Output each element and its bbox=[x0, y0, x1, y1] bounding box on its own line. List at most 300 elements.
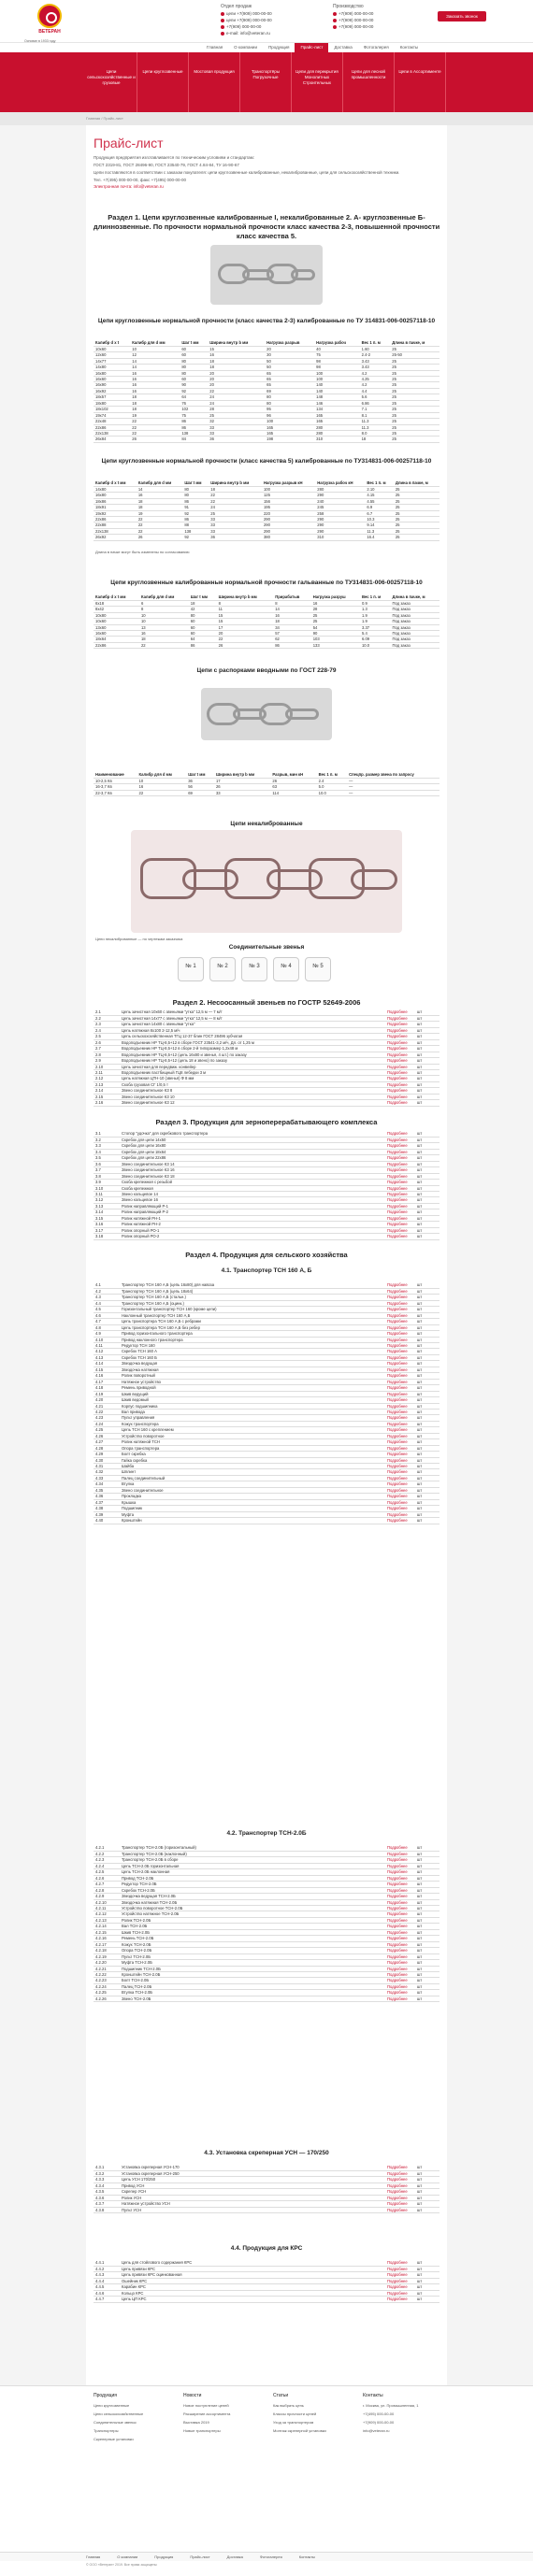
details-link[interactable]: Подробнее bbox=[385, 1391, 415, 1396]
details-link[interactable]: Подробнее bbox=[385, 1941, 415, 1947]
details-link[interactable]: Подробнее bbox=[385, 1034, 415, 1039]
price-row-unit: шт bbox=[415, 1094, 439, 1099]
phone-icon bbox=[333, 25, 337, 29]
details-link[interactable]: Подробнее bbox=[385, 2260, 415, 2266]
footer-link[interactable]: Новые транспортеры bbox=[183, 2428, 221, 2434]
price-row-name: Привод ТСН-2.0Б bbox=[120, 1875, 385, 1881]
footer-nav-item[interactable]: Продукция bbox=[154, 2555, 174, 2559]
price-row-number: 4.11 bbox=[94, 1342, 120, 1348]
price-row-name: Звено соединительное КЗ 18 bbox=[120, 1173, 385, 1179]
details-link[interactable]: Подробнее bbox=[385, 1882, 415, 1887]
details-link[interactable]: Подробнее bbox=[385, 2290, 415, 2296]
price-row-number: 4.2.16 bbox=[94, 1936, 120, 1941]
table-cell: 148 bbox=[314, 394, 359, 400]
table-row bbox=[94, 790, 439, 795]
table-row bbox=[94, 436, 439, 442]
sales-line[interactable]: цепи +7(909) 000-00-00 bbox=[221, 18, 272, 23]
price-row-unit: шт bbox=[415, 1494, 439, 1499]
nav-item[interactable]: Фотогалерея bbox=[363, 45, 389, 50]
category-item[interactable]: Цепи сельскохозяйственные и грузовые bbox=[86, 52, 137, 112]
details-link[interactable]: Подробнее bbox=[385, 1445, 415, 1451]
details-link[interactable]: Подробнее bbox=[385, 1966, 415, 1971]
details-link[interactable]: Подробнее bbox=[385, 1899, 415, 1905]
price-row-name: Втулка ТСН-2.0Б bbox=[120, 1990, 385, 1996]
details-link[interactable]: Подробнее bbox=[385, 1081, 415, 1087]
details-link[interactable]: Подробнее bbox=[385, 1499, 415, 1505]
price-row-number: 3.13 bbox=[94, 1203, 120, 1209]
column-header: Калибр d x t мм bbox=[94, 480, 137, 486]
details-link[interactable]: Подробнее bbox=[385, 1222, 415, 1227]
table-cell: 4.4 bbox=[360, 388, 391, 394]
nav-item[interactable]: Контакты bbox=[399, 45, 419, 50]
price-row-name: Звено кольцевое 14 bbox=[120, 1191, 385, 1196]
callback-button[interactable]: Заказать звонок bbox=[438, 11, 486, 21]
details-link[interactable]: Подробнее bbox=[385, 1167, 415, 1173]
table-cell: 98 bbox=[314, 358, 359, 364]
details-link[interactable]: Подробнее bbox=[385, 2266, 415, 2271]
details-link[interactable]: Подробнее bbox=[385, 1481, 415, 1487]
table-cell: 10.0 bbox=[317, 790, 347, 795]
price-row-unit: шт bbox=[415, 2272, 439, 2278]
details-link[interactable]: Подробнее bbox=[385, 1983, 415, 1989]
details-link[interactable]: Подробнее bbox=[385, 1064, 415, 1069]
price-row-number: 4.3 bbox=[94, 1295, 120, 1300]
details-link[interactable]: Подробнее bbox=[385, 1457, 415, 1463]
details-link[interactable]: Подробнее bbox=[385, 1894, 415, 1899]
details-link[interactable]: Подробнее bbox=[385, 1094, 415, 1099]
price-row-unit: шт bbox=[415, 1076, 439, 1081]
table-cell: 18 bbox=[208, 365, 265, 370]
main-nav bbox=[0, 43, 533, 52]
table-cell: 64 bbox=[180, 394, 208, 400]
price-row-name: Опора транспортера bbox=[120, 1445, 385, 1451]
details-link[interactable]: Подробнее bbox=[385, 1215, 415, 1221]
footer-nav-item[interactable]: Фотогалерея bbox=[259, 2555, 282, 2559]
details-link[interactable]: Подробнее bbox=[385, 1137, 415, 1142]
details-link[interactable]: Подробнее bbox=[385, 1342, 415, 1348]
table-cell: 33 bbox=[209, 528, 262, 534]
price-row-unit: шт bbox=[415, 2260, 439, 2266]
stud-chain-image bbox=[201, 688, 332, 740]
phone-icon bbox=[221, 25, 224, 29]
details-link[interactable]: Подробнее bbox=[385, 1027, 415, 1033]
price-row-name: Шплинт bbox=[120, 1469, 385, 1475]
price-row-unit: шт bbox=[415, 2284, 439, 2290]
price-row-number: 3.7 bbox=[94, 1167, 120, 1173]
breadcrumb[interactable]: Главная / Прайс-лист bbox=[86, 116, 123, 121]
details-link[interactable]: Подробнее bbox=[385, 1155, 415, 1161]
nav-item[interactable]: Прайс-лист bbox=[295, 43, 328, 52]
details-link[interactable]: Подробнее bbox=[385, 1203, 415, 1209]
details-link[interactable]: Подробнее bbox=[385, 1409, 415, 1414]
table-cell: 8 bbox=[273, 600, 311, 606]
price-row-number: 2.9 bbox=[94, 1058, 120, 1064]
price-row-unit: шт bbox=[415, 1469, 439, 1475]
details-link[interactable]: Подробнее bbox=[385, 1069, 415, 1075]
table-cell: 198 bbox=[265, 436, 314, 442]
price-row-number: 3.3 bbox=[94, 1143, 120, 1149]
footer-link[interactable]: Как выбрать цепь bbox=[273, 2402, 304, 2408]
footer-link[interactable]: Транспортеры bbox=[94, 2428, 119, 2434]
price-row-unit: шт bbox=[415, 2189, 439, 2195]
price-row-number: 4.28 bbox=[94, 1445, 120, 1451]
category-item[interactable]: Цепи в Ассортименте bbox=[395, 52, 446, 112]
price-row-name: Цепь зачистная 10х60 с звеньями "утка" 12,5 м — 7 м/т bbox=[120, 1009, 385, 1015]
details-link[interactable]: Подробнее bbox=[385, 1324, 415, 1330]
section-42-title: 4.2. Транспортер ТСН-2.0Б bbox=[226, 1830, 307, 1837]
price-row-unit: шт bbox=[415, 1996, 439, 2001]
details-link[interactable]: Подробнее bbox=[385, 1367, 415, 1372]
price-row-name: Цепь натяжная 8х100 2-12,5 м/ч bbox=[120, 1027, 385, 1033]
price-row-unit: шт bbox=[415, 1941, 439, 1947]
category-item[interactable]: Цепи для перекрытия Монолитных Строительных bbox=[292, 52, 343, 112]
footer-link[interactable]: Цепи круглозвенные bbox=[94, 2402, 130, 2408]
details-link[interactable]: Подробнее bbox=[385, 1464, 415, 1469]
price-row-unit: шт bbox=[415, 1300, 439, 1306]
price-row-name: Звено соединительное bbox=[120, 1487, 385, 1493]
price-row-name: Вал привода bbox=[120, 1409, 385, 1414]
table-cell: 290 bbox=[315, 516, 365, 522]
details-link[interactable]: Подробнее bbox=[385, 1936, 415, 1941]
price-row-unit: шт bbox=[415, 1481, 439, 1487]
details-link[interactable]: Подробнее bbox=[385, 1143, 415, 1149]
details-link[interactable]: Подробнее bbox=[385, 1518, 415, 1524]
table-cell: 36 bbox=[208, 436, 265, 442]
footer-link[interactable]: Соединительные звенья bbox=[94, 2419, 137, 2425]
details-link[interactable]: Подробнее bbox=[385, 1397, 415, 1403]
details-link[interactable]: Подробнее bbox=[385, 1234, 415, 1239]
details-link[interactable]: Подробнее bbox=[385, 1990, 415, 1996]
price-row-unit: шт bbox=[415, 1924, 439, 1929]
details-link[interactable]: Подробнее bbox=[385, 1319, 415, 1324]
details-link[interactable]: Подробнее bbox=[385, 1971, 415, 1977]
footer-nav-item[interactable]: Прайс-лист bbox=[190, 2555, 210, 2559]
details-link[interactable]: Подробнее bbox=[385, 1312, 415, 1318]
details-link[interactable]: Подробнее bbox=[385, 1905, 415, 1911]
price-row bbox=[94, 1518, 439, 1524]
price-row-unit: шт bbox=[415, 1288, 439, 1294]
details-link[interactable]: Подробнее bbox=[385, 1022, 415, 1027]
table-cell: 86 bbox=[180, 419, 208, 424]
footer-nav-item[interactable]: Главная bbox=[86, 2555, 101, 2559]
table-cell: 258 bbox=[315, 510, 365, 516]
details-link[interactable]: Подробнее bbox=[385, 1100, 415, 1106]
details-link[interactable]: Подробнее bbox=[385, 1180, 415, 1185]
price-row-number: 4.34 bbox=[94, 1481, 120, 1487]
price-row-number: 4.2.4 bbox=[94, 1863, 120, 1868]
footer-link[interactable]: Расширение ассортимента bbox=[183, 2411, 231, 2416]
details-link[interactable]: Подробнее bbox=[385, 1929, 415, 1935]
table-cell: 1.9 bbox=[360, 612, 391, 618]
footer-link[interactable]: Классы прочности цепей bbox=[273, 2411, 317, 2416]
details-link[interactable]: Подробнее bbox=[385, 1863, 415, 1868]
category-item[interactable]: Цепи круглозвенные bbox=[137, 52, 189, 112]
footer-link[interactable]: info@veteran.ru bbox=[363, 2428, 390, 2434]
price-row-name: Ролик натяжной ТСН bbox=[120, 1439, 385, 1445]
details-link[interactable]: Подробнее bbox=[385, 1173, 415, 1179]
details-link[interactable]: Подробнее bbox=[385, 1385, 415, 1391]
details-link[interactable]: Подробнее bbox=[385, 1996, 415, 2001]
details-link[interactable]: Подробнее bbox=[385, 1354, 415, 1360]
details-link[interactable]: Подробнее bbox=[385, 1076, 415, 1081]
price-row-number: 4.2.5 bbox=[94, 1869, 120, 1875]
table-cell: 14 bbox=[130, 358, 180, 364]
details-link[interactable]: Подробнее bbox=[385, 1300, 415, 1306]
category-item[interactable]: Мостовая продукция bbox=[189, 52, 240, 112]
link-item bbox=[305, 957, 331, 981]
details-link[interactable]: Подробнее bbox=[385, 1869, 415, 1875]
column-header: Нагрузка разрыв bbox=[265, 340, 314, 346]
prod-line[interactable]: +7(909) 000-00-00 bbox=[333, 11, 373, 17]
details-link[interactable]: Подробнее bbox=[385, 1349, 415, 1354]
table-cell: 36 bbox=[186, 778, 214, 783]
table-cell: 80 bbox=[180, 370, 208, 376]
details-link[interactable]: Подробнее bbox=[385, 1845, 415, 1851]
details-link[interactable]: Подробнее bbox=[385, 1960, 415, 1966]
price-row-number: 4.18 bbox=[94, 1385, 120, 1391]
details-link[interactable]: Подробнее bbox=[385, 1924, 415, 1929]
price-row-unit: шт bbox=[415, 1015, 439, 1021]
table-cell: 63 bbox=[270, 784, 316, 790]
price-row-name: Вал ТСН-2.0Б bbox=[120, 1924, 385, 1929]
price-row-number: 2.12 bbox=[94, 1076, 120, 1081]
price-row-number: 4.2.11 bbox=[94, 1905, 120, 1911]
table-cell: 90 bbox=[311, 630, 360, 636]
details-link[interactable]: Подробнее bbox=[385, 1487, 415, 1493]
details-link[interactable]: Подробнее bbox=[385, 2201, 415, 2207]
details-link[interactable]: Подробнее bbox=[385, 2278, 415, 2283]
details-link[interactable]: Подробнее bbox=[385, 1851, 415, 1856]
table-cell: 25 bbox=[394, 510, 439, 516]
footer-nav-item[interactable]: Контакты bbox=[298, 2555, 316, 2559]
details-link[interactable]: Подробнее bbox=[385, 1953, 415, 1959]
price-row-name: Гайка скребка bbox=[120, 1457, 385, 1463]
footer-column bbox=[183, 2393, 230, 2437]
price-row-unit: шт bbox=[415, 1069, 439, 1075]
category-item[interactable]: Транспортёры Погрузочные bbox=[240, 52, 292, 112]
price-row-name: Звено соединительное КЗ 10 bbox=[120, 1094, 385, 1099]
price-row-unit: шт bbox=[415, 1282, 439, 1288]
table-cell: 20 bbox=[208, 376, 265, 381]
nav-item[interactable]: Доставка bbox=[334, 45, 353, 50]
table-cell: 10x60 bbox=[94, 346, 130, 351]
nav-item[interactable]: Продукция bbox=[267, 45, 290, 50]
details-link[interactable]: Подробнее bbox=[385, 1039, 415, 1045]
table-cell: 86 bbox=[182, 498, 209, 504]
table-cell: 25 bbox=[390, 382, 439, 388]
details-link[interactable]: Подробнее bbox=[385, 1415, 415, 1421]
nav-item[interactable]: О компании bbox=[234, 45, 257, 50]
details-link[interactable]: Подробнее bbox=[385, 2170, 415, 2176]
details-link[interactable]: Подробнее bbox=[385, 2177, 415, 2182]
table-cell: 18 bbox=[273, 619, 311, 624]
details-link[interactable]: Подробнее bbox=[385, 1209, 415, 1215]
details-link[interactable]: Подробнее bbox=[385, 2284, 415, 2290]
price-row-unit: шт bbox=[415, 1361, 439, 1367]
details-link[interactable]: Подробнее bbox=[385, 1185, 415, 1191]
details-link[interactable]: Подробнее bbox=[385, 1439, 415, 1445]
logo[interactable] bbox=[34, 4, 65, 39]
price-row-number: 4.2.1 bbox=[94, 1845, 120, 1851]
details-link[interactable]: Подробнее bbox=[385, 1421, 415, 1426]
footer-link[interactable]: Монтаж скреперной установки bbox=[273, 2428, 326, 2434]
details-link[interactable]: Подробнее bbox=[385, 1917, 415, 1923]
column-header: Нагрузка рабоч bbox=[314, 340, 359, 346]
footer-link[interactable]: +7(909) 000-00-00 bbox=[363, 2419, 395, 2425]
footer-link[interactable]: Новое поступление цепей bbox=[183, 2402, 229, 2408]
details-link[interactable]: Подробнее bbox=[385, 1857, 415, 1863]
details-link[interactable]: Подробнее bbox=[385, 2207, 415, 2212]
price-row-unit: шт bbox=[415, 1180, 439, 1185]
details-link[interactable]: Подробнее bbox=[385, 1887, 415, 1893]
details-link[interactable]: Подробнее bbox=[385, 1361, 415, 1367]
table-cell: 19x92 bbox=[94, 510, 137, 516]
details-link[interactable]: Подробнее bbox=[385, 1403, 415, 1409]
price-row-name: Водоподъемник НР ТЦ-8,5+12 (цепь 18 и звено) по заказу bbox=[120, 1058, 385, 1064]
sales-line[interactable]: +7(909) 000-00-00 bbox=[221, 24, 261, 30]
table-cell: 3.43 bbox=[360, 358, 391, 364]
details-link[interactable]: Подробнее bbox=[385, 1337, 415, 1342]
details-link[interactable]: Подробнее bbox=[385, 2195, 415, 2200]
table-cell: 18x102 bbox=[94, 407, 130, 412]
footer-link[interactable]: Цепи сельскохозяйственные bbox=[94, 2411, 144, 2416]
table-cell: 54 bbox=[311, 624, 360, 630]
table-cell: 25 bbox=[208, 412, 265, 418]
table-cell: 18x64 bbox=[94, 637, 139, 642]
details-link[interactable]: Подробнее bbox=[385, 1494, 415, 1499]
section-1-title: Раздел 1. Цепи круглозвенные калиброванные I, некалиброванные 2. А- круглозвенные Б- длиннозвенные. По прочности нормальной прочности класс качества 2-3, повышенной прочности класс качества 5. bbox=[93, 213, 440, 240]
table-cell: 310 bbox=[315, 535, 365, 540]
details-link[interactable]: Подробнее bbox=[385, 1978, 415, 1983]
details-link[interactable]: Подробнее bbox=[385, 2297, 415, 2302]
sales-email[interactable]: e-mail: info@veteran.ru bbox=[221, 31, 270, 36]
footer-link[interactable]: +7(495) 000-00-00 bbox=[363, 2411, 395, 2416]
details-link[interactable]: Подробнее bbox=[385, 1282, 415, 1288]
price-row-number: 4.2.21 bbox=[94, 1966, 120, 1971]
table-cell: 17 bbox=[214, 778, 270, 783]
sales-line[interactable]: цепи +7(909) 000-00-00 bbox=[221, 11, 272, 17]
details-link[interactable]: Подробнее bbox=[385, 2189, 415, 2195]
details-link[interactable]: Подробнее bbox=[385, 1469, 415, 1475]
footer-nav-item[interactable]: О компании bbox=[117, 2555, 138, 2559]
table-cell: 22x86 bbox=[94, 424, 130, 430]
details-link[interactable]: Подробнее bbox=[385, 1046, 415, 1052]
price-row-unit: шт bbox=[415, 1331, 439, 1337]
details-link[interactable]: Подробнее bbox=[385, 1948, 415, 1953]
column-header: Вес 1 п. м bbox=[317, 772, 347, 778]
table-cell: 18 bbox=[208, 358, 265, 364]
details-link[interactable]: Подробнее bbox=[385, 1288, 415, 1294]
details-link[interactable]: Подробнее bbox=[385, 1379, 415, 1384]
details-link[interactable]: Подробнее bbox=[385, 1161, 415, 1166]
column-header: Нагрузка разрыв кН bbox=[262, 480, 315, 486]
table-cell: 22x138 bbox=[94, 431, 130, 436]
details-link[interactable]: Подробнее bbox=[385, 1875, 415, 1881]
details-link[interactable]: Подробнее bbox=[385, 1197, 415, 1203]
details-link[interactable]: Подробнее bbox=[385, 1331, 415, 1337]
details-link[interactable]: Подробнее bbox=[385, 1511, 415, 1517]
details-link[interactable]: Подробнее bbox=[385, 1427, 415, 1433]
footer-link[interactable]: Скреперные установки bbox=[94, 2437, 134, 2442]
price-row-number: 4.3.5 bbox=[94, 2189, 120, 2195]
price-row-name: Пульт УСН bbox=[120, 2207, 385, 2212]
details-link[interactable]: Подробнее bbox=[385, 1911, 415, 1917]
footer-nav-item[interactable]: Доставка bbox=[226, 2555, 243, 2559]
price-row-unit: шт bbox=[415, 1452, 439, 1457]
table-cell: 22 bbox=[217, 637, 274, 642]
price-row-name: Ролик натяжной РН-1 bbox=[120, 1215, 385, 1221]
details-link[interactable]: Подробнее bbox=[385, 1452, 415, 1457]
details-link[interactable]: Подробнее bbox=[385, 1475, 415, 1481]
table-cell: 22 bbox=[130, 419, 180, 424]
price-row-unit: шт bbox=[415, 1894, 439, 1899]
table-cell: 22 bbox=[137, 528, 182, 534]
link-number: № 3 bbox=[249, 964, 260, 969]
details-link[interactable]: Подробнее bbox=[385, 1058, 415, 1064]
price-row-number: 3.2 bbox=[94, 1137, 120, 1142]
price-row-number: 4.17 bbox=[94, 1379, 120, 1384]
table-cell: 25 bbox=[390, 376, 439, 381]
section-44-title: 4.4. Продукция для КРС bbox=[230, 2245, 303, 2252]
details-link[interactable]: Подробнее bbox=[385, 1052, 415, 1057]
price-row-number: 2.11 bbox=[94, 1069, 120, 1075]
prod-line[interactable]: +7(909) 000-00-00 bbox=[333, 24, 373, 30]
table-cell: 18 bbox=[189, 600, 217, 606]
details-link[interactable]: Подробнее bbox=[385, 1149, 415, 1154]
price-row-unit: шт bbox=[415, 1191, 439, 1196]
details-link[interactable]: Подробнее bbox=[385, 2165, 415, 2170]
details-link[interactable]: Подробнее bbox=[385, 1131, 415, 1137]
nav-item[interactable]: Главная bbox=[207, 45, 223, 50]
price-row-number: 4.2.14 bbox=[94, 1924, 120, 1929]
details-link[interactable]: Подробнее bbox=[385, 1307, 415, 1312]
price-row-number: 4.2.9 bbox=[94, 1894, 120, 1899]
table-cell: 33 bbox=[208, 431, 265, 436]
footer-link[interactable]: г. Москва, ул. Промышленная, 1 bbox=[363, 2402, 419, 2408]
table-3 bbox=[94, 594, 439, 649]
details-link[interactable]: Подробнее bbox=[385, 1373, 415, 1379]
details-link[interactable]: Подробнее bbox=[385, 2182, 415, 2188]
details-link[interactable]: Подробнее bbox=[385, 1295, 415, 1300]
table-cell: 5.6 bbox=[360, 394, 391, 400]
prod-line[interactable]: +7(909) 000-00-00 bbox=[333, 18, 373, 23]
table-cell: 18 bbox=[360, 436, 391, 442]
links-title: Соединительные звенья bbox=[228, 944, 305, 951]
table-cell: 2.4 bbox=[317, 778, 347, 783]
details-link[interactable]: Подробнее bbox=[385, 1191, 415, 1196]
phone-icon bbox=[221, 12, 224, 16]
details-link[interactable]: Подробнее bbox=[385, 1433, 415, 1438]
footer-link[interactable]: Выставка 2019 bbox=[183, 2419, 209, 2425]
price-row-unit: шт bbox=[415, 1409, 439, 1414]
table-cell: 6.09 bbox=[360, 637, 391, 642]
price-row-number: 4.39 bbox=[94, 1511, 120, 1517]
table-cell: 25 bbox=[390, 424, 439, 430]
footer-link[interactable]: Уход за транспортером bbox=[273, 2419, 314, 2425]
price-row-number: 4.2.23 bbox=[94, 1978, 120, 1983]
table-cell: 22 bbox=[209, 493, 262, 498]
price-row-unit: шт bbox=[415, 2266, 439, 2271]
details-link[interactable]: Подробнее bbox=[385, 1009, 415, 1015]
table-cell: 86 bbox=[189, 642, 217, 648]
category-item[interactable]: Цепи для лесной промышленности bbox=[343, 52, 395, 112]
details-link[interactable]: Подробнее bbox=[385, 2272, 415, 2278]
details-link[interactable]: Подробнее bbox=[385, 1088, 415, 1094]
details-link[interactable]: Подробнее bbox=[385, 1506, 415, 1511]
price-row-name: Водоподъемник НР ТЦ-8,5+12 (цепь 16х80 и звенья, 4 шт.) по заказу bbox=[120, 1052, 385, 1057]
details-link[interactable]: Подробнее bbox=[385, 1227, 415, 1233]
details-link[interactable]: Подробнее bbox=[385, 1015, 415, 1021]
